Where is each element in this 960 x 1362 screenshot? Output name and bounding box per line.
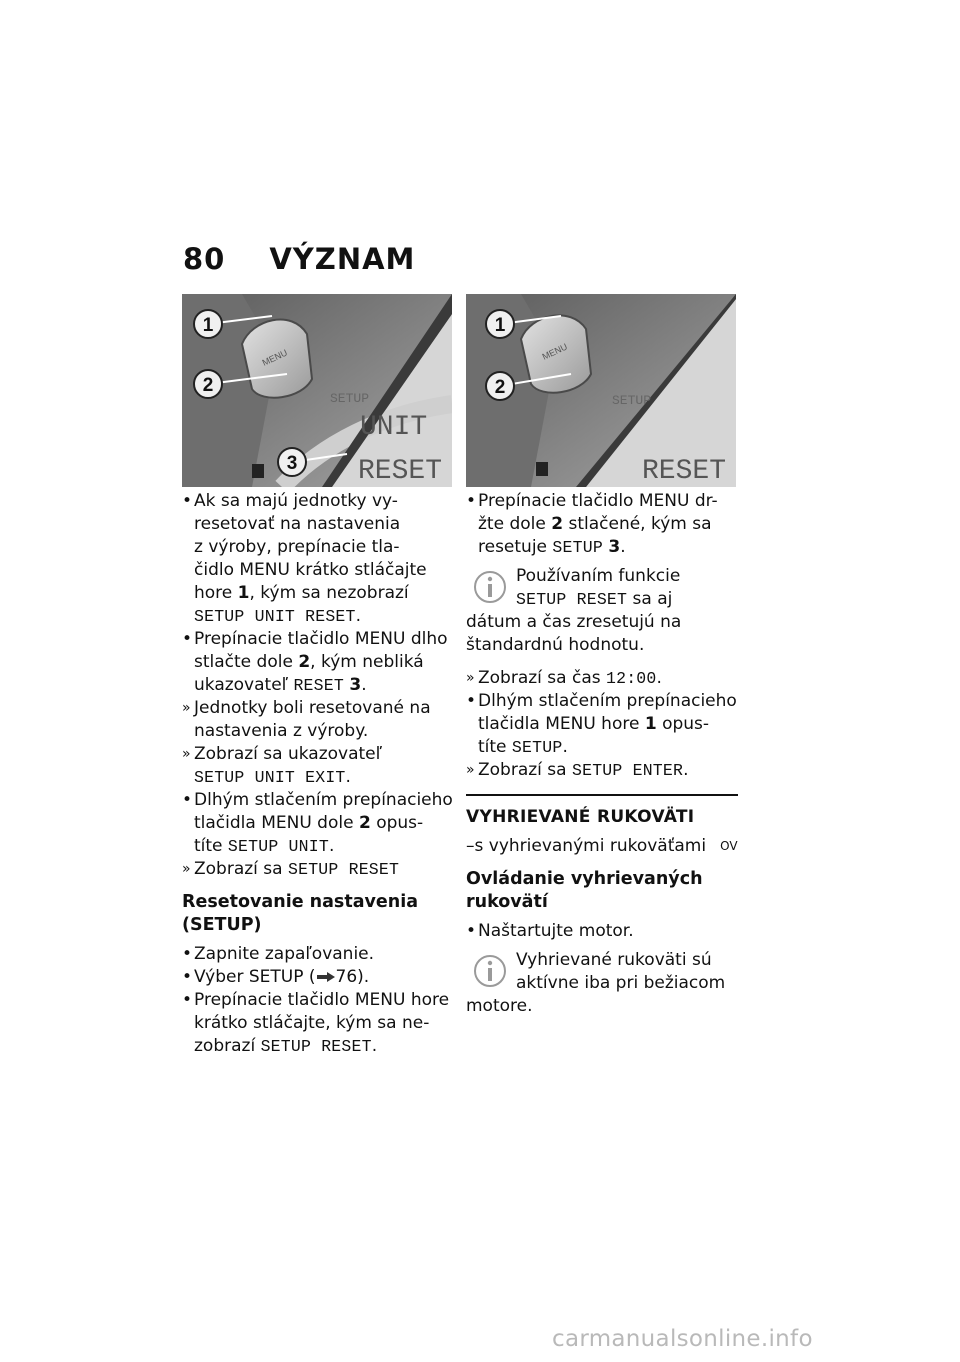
page-reference[interactable]: 76 (335, 967, 358, 987)
bullet-marker: • (182, 491, 193, 511)
result-marker: » (466, 762, 475, 778)
left-column (182, 490, 454, 1058)
watermark: carmanualsonline.info (552, 1326, 813, 1352)
bullet-marker: • (182, 944, 193, 964)
instruction-step: • Dlhým stlačením prepínacieho tlačidla MENU dole 2 opus- títe SETUP UNIT. (182, 790, 453, 856)
instruction-step: • Zapnite zapaľovanie. (182, 944, 375, 964)
lcd-line-setup: SETUP (330, 391, 370, 406)
instruction-step: • Prepínacie tlačidlo MENU dr- žte dole 2 stlačené, kým sa resetuje SETUP 3. (466, 491, 718, 557)
svg-text:2: 2 (202, 375, 214, 396)
instruction-step: • Naštartujte motor. (466, 921, 634, 941)
info-icon (472, 567, 508, 607)
lcd-line-reset: RESET (642, 456, 727, 487)
result-step: » Jednotky boli resetované na nastavenia z výroby. (182, 698, 431, 741)
bullet-marker: • (182, 790, 193, 810)
figure-menu-button-setup-reset (466, 294, 736, 487)
instruction-step: • Prepínacie tlačidlo MENU hore krátko stláčajte, kým sa ne- zobrazí SETUP RESET. (182, 990, 450, 1056)
result-marker: » (182, 746, 191, 762)
instruction-step: • Dlhým stlačením prepínacieho tlačidla MENU hore 1 opus- títe SETUP. (466, 691, 737, 757)
result-marker: » (182, 700, 191, 716)
section-heading: VYHRIEVANÉ RUKOVÄTI (466, 794, 738, 829)
bullet-marker: • (466, 491, 477, 511)
bullet-marker: • (182, 967, 193, 987)
lcd-line-setup: SETUP (612, 393, 652, 408)
result-step: » Zobrazí sa SETUP ENTER. (466, 760, 689, 780)
equipment-note: –s vyhrievanými rukoväťami $^{OV}$ (466, 836, 738, 856)
instruction-step: • Ak sa majú jednotky vy- resetovať na nastavenia z výroby, prepínacie tla- čidlo MENU krátko stláčajte hore 1, kým sa nezobrazí SETUP UNIT RESET. (182, 491, 427, 626)
fuel-icon (536, 462, 548, 476)
lcd-line-unit: UNIT (360, 412, 428, 443)
info-note: Vyhrievané rukoväti sú aktívne iba pri bežiacom motore. (466, 950, 726, 1016)
bullet-marker: • (182, 990, 193, 1010)
result-marker: » (182, 861, 191, 877)
page-header (183, 242, 415, 276)
subsection-heading: Resetovanie nastavenia (SETUP) (182, 892, 419, 935)
right-column (466, 490, 738, 1022)
svg-text:1: 1 (202, 315, 214, 336)
result-step: » Zobrazí sa čas 12:00. (466, 668, 662, 688)
figure-menu-button-setup-unit-reset (182, 294, 452, 487)
result-marker: » (466, 670, 475, 686)
fuel-icon (252, 464, 264, 478)
svg-text:2: 2 (494, 377, 506, 398)
instruction-step: • Prepínacie tlačidlo MENU dlho stlačte dole 2, kým nebliká ukazovateľ RESET 3. (182, 629, 448, 695)
lcd-line-reset: RESET (358, 456, 443, 487)
menu-button-label: MENU (540, 341, 569, 362)
svg-text:1: 1 (494, 315, 506, 336)
bullet-marker: • (466, 921, 477, 941)
svg-text:3: 3 (286, 453, 298, 474)
result-step: » Zobrazí sa ukazovateľ SETUP UNIT EXIT. (182, 744, 383, 787)
page-title: VÝZNAM (269, 242, 416, 276)
instruction-step: • Výber SETUP ( 76). (182, 967, 370, 987)
info-icon (472, 951, 508, 991)
result-step: » Zobrazí sa SETUP RESET (182, 859, 400, 879)
subsection-heading: Ovládanie vyhrievaných rukovätí (466, 869, 703, 912)
info-note: Používaním funkcie SETUP RESET sa aj dátum a čas zresetujú na štandardnú hodnotu. (466, 566, 682, 655)
bullet-marker: • (182, 629, 193, 649)
menu-button-label: MENU (260, 347, 289, 368)
page-number: 80 (183, 242, 226, 276)
page-reference-arrow-icon (316, 971, 336, 983)
bullet-marker: • (466, 691, 477, 711)
equipment-code: OV (720, 839, 738, 853)
